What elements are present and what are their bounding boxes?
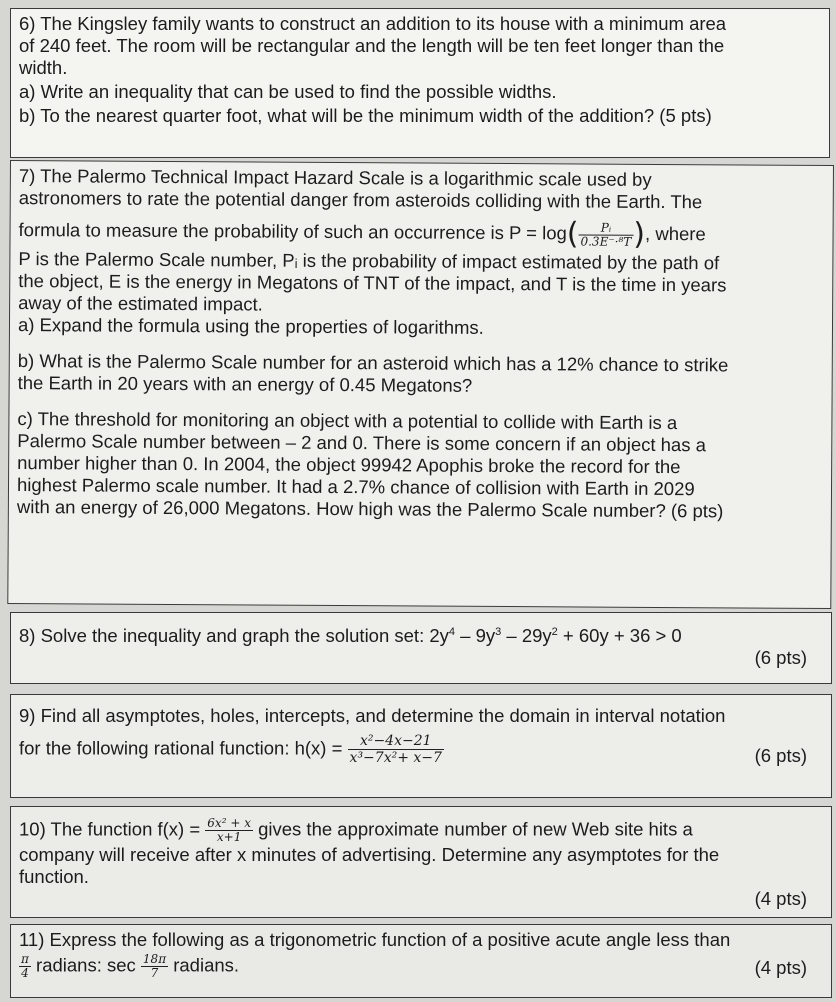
q10-line-2: company will receive after x minutes of advertising. Determine any asymptotes for the (19, 844, 720, 865)
q7-part-c-line-5: with an energy of 26,000 Megatons. How high was the Palermo Scale number? (6 pts) (16, 496, 724, 522)
q10-text-1: 10) The function f(x) = (19, 818, 206, 840)
q7-part-c-line-1: c) The threshold for monitoring an object with a potential to collide with Earth is a (17, 408, 678, 434)
exponent-3: 3 (495, 626, 502, 638)
pi-denominator: 4 (21, 966, 29, 980)
fraction-denominator: 0.3E⁻·⁸T (580, 234, 632, 249)
exponent-2: 2 (551, 626, 558, 638)
question-11 (10, 924, 832, 998)
q10-line-3: function. (19, 866, 89, 887)
q8-text-2: – 9y (455, 625, 496, 647)
q7-line-4: P is the Palermo Scale number, Pᵢ is the probability of impact estimated by the path of (18, 248, 720, 274)
palermo-fraction (578, 221, 633, 248)
exponent-4: 4 (448, 626, 456, 638)
pi-numerator: π (21, 952, 29, 966)
q7-line-1: 7) The Palermo Technical Impact Hazard Scale is a logarithmic scale used by (18, 165, 652, 190)
q7-part-c-line-4: highest Palermo scale number. It had a 2.7% chance of collision with Earth in 2029 (16, 474, 695, 500)
right-paren: ) (633, 216, 646, 252)
pi-over-4-fraction (19, 953, 31, 980)
q6-part-b: b) To the nearest quarter foot, what will be the minimum width of the addition? (5 pts) (19, 105, 712, 126)
question-7 (7, 160, 834, 609)
question-10 (10, 806, 832, 918)
q8-points: (6 pts) (754, 647, 807, 669)
q8-line-1 (19, 621, 821, 647)
question-8 (10, 612, 832, 684)
hits-numerator: 6x² + x (207, 816, 251, 830)
question-6 (10, 8, 830, 158)
q10-points: (4 pts) (754, 888, 807, 909)
q9-points: (6 pts) (754, 745, 807, 766)
angle-numerator: 18π (142, 952, 167, 966)
q9-text: for the following rational function: h(x) = (19, 737, 348, 759)
left-paren: ( (566, 216, 579, 252)
rational-function-fraction (348, 733, 444, 766)
question-9 (10, 694, 832, 798)
q9-line-2 (19, 733, 821, 766)
q11-text-1: radians: sec (30, 954, 141, 976)
q6-part-a: a) Write an inequality that can be used to find the possible widths. (19, 81, 557, 102)
q7-part-c-line-3: number higher than 0. In 2004, the object 99942 Apophis broke the record for the (17, 452, 681, 478)
q7-line-2: astronomers to rate the potential danger from asteroids colliding with the Earth. The (18, 187, 703, 213)
q7-line-3-text: formula to measure the probability of such an occurrence is P = log (18, 219, 567, 244)
q8-text-1: 8) Solve the inequality and graph the solution set: 2y (19, 625, 449, 647)
q8-text-4: + 60y + 36 > 0 (557, 625, 682, 647)
q11-line-2 (19, 953, 821, 980)
q7-part-b-line-1: b) What is the Palermo Scale number for an asteroid which has a 12% chance to strike (17, 350, 729, 376)
rational-denominator: x³−7x²+ x−7 (349, 750, 442, 766)
q10-text-2: gives the approximate number of new Web site hits a (252, 818, 693, 840)
q7-part-c-line-2: Palermo Scale number between – 2 and 0. There is some concern if an object has a (17, 430, 707, 456)
q11-text-2: radians. (168, 954, 240, 976)
hits-denominator: x+1 (216, 830, 242, 844)
angle-denominator: 7 (150, 966, 159, 980)
q6-line-2: of 240 feet. The room will be rectangular and the length will be ten feet longer than the (19, 35, 725, 56)
website-hits-fraction (205, 817, 253, 844)
fraction-numerator: Pᵢ (579, 221, 634, 235)
q7-part-b-line-2: the Earth in 20 years with an energy of 0.45 Megatons? (17, 372, 473, 396)
q7-part-a: a) Expand the formula using the properties of logarithms. (17, 314, 484, 339)
q8-text-3: – 29y (501, 625, 552, 647)
q6-line-3: width. (19, 57, 68, 78)
q11-line-1: 11) Express the following as a trigonometric function of a positive acute angle less than (19, 929, 731, 950)
q7-line-5: the object, E is the energy in Megatons of TNT of the impact, and T is the time in years (18, 270, 727, 296)
q7-line-3-end: , where (645, 222, 706, 245)
q9-line-1: 9) Find all asymptotes, holes, intercepts, and determine the domain in interval notation (19, 705, 726, 726)
q7-line-6: away of the estimated impact. (18, 292, 263, 315)
q6-line-1: 6) The Kingsley family wants to construct an addition to its house with a minimum area (19, 13, 727, 34)
q11-points: (4 pts) (754, 957, 807, 978)
q7-formula-line (18, 213, 822, 253)
rational-numerator: x²−4x−21 (348, 733, 444, 750)
angle-fraction (141, 953, 168, 980)
q10-line-1 (19, 817, 821, 844)
